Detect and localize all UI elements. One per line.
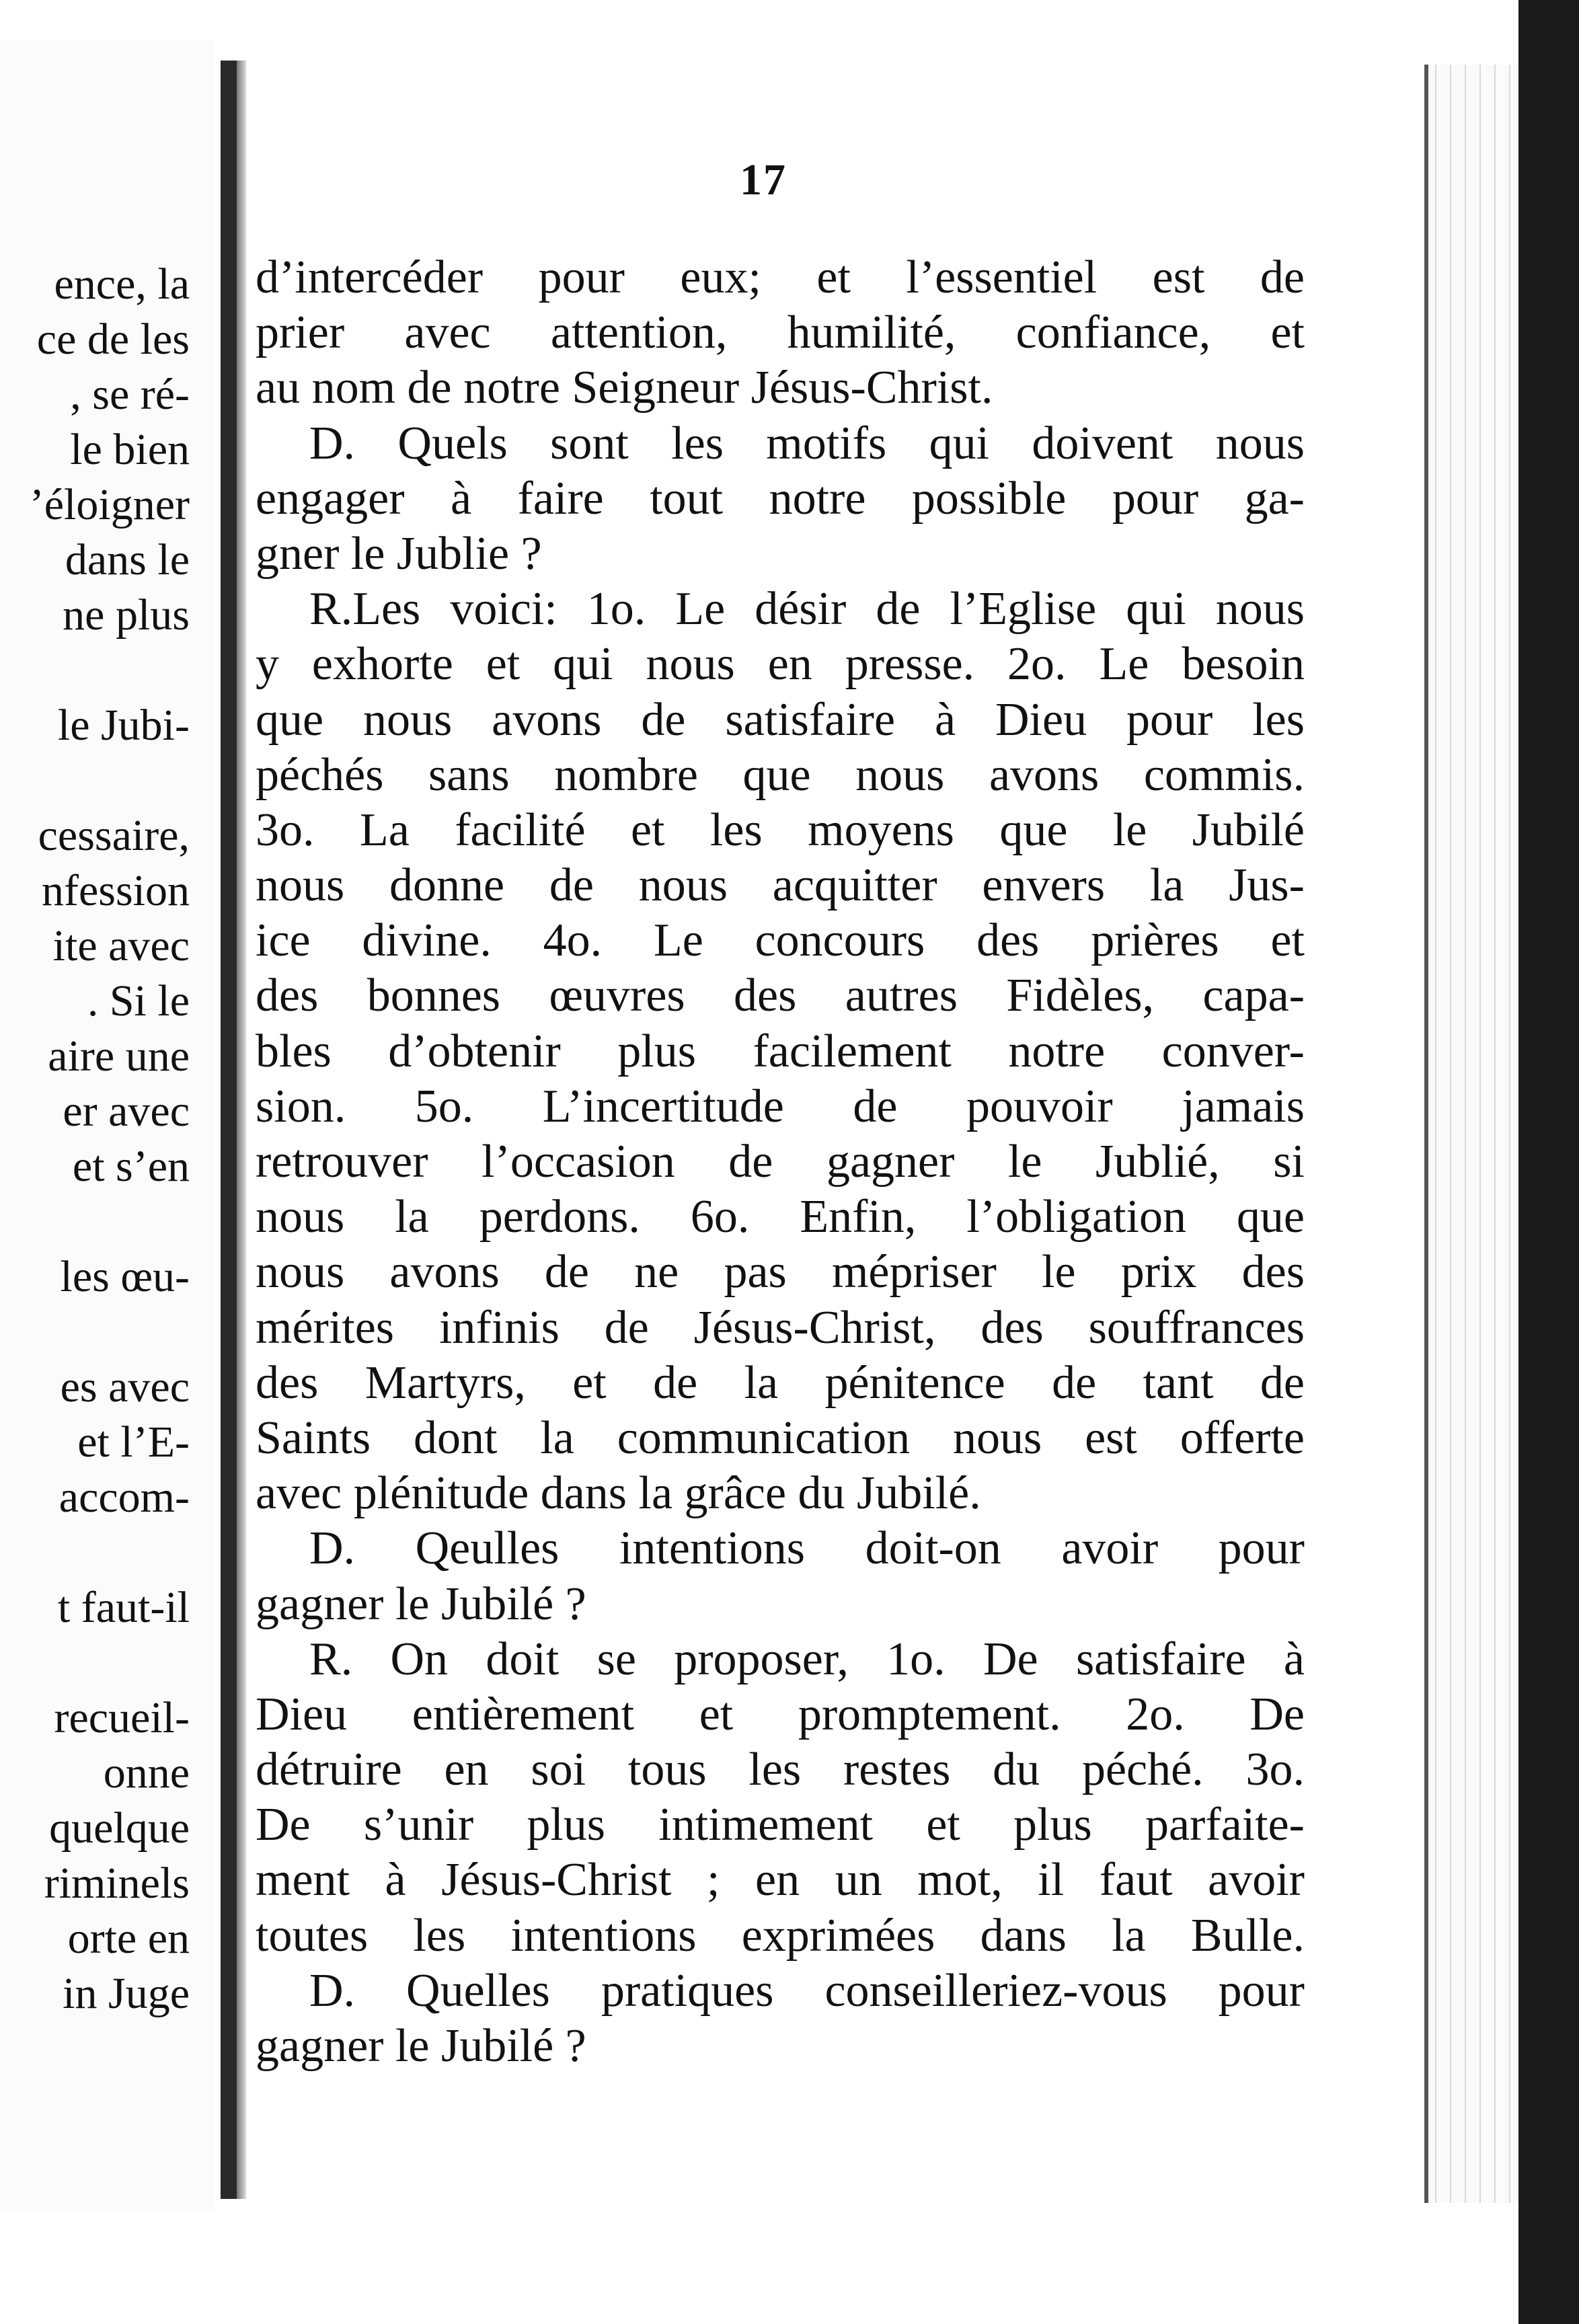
left-fragment: le bien: [70, 425, 190, 474]
text-line: gagner le Jubilé ?: [256, 2020, 586, 2072]
left-fragment: ce de les: [36, 315, 190, 364]
left-fragment: cessaire,: [38, 811, 190, 860]
left-fragment: , se ré-: [70, 370, 190, 419]
answer-line: R.Les voici: 1o. Le désir de l’Eglise qui nous: [309, 583, 1305, 635]
left-fragment: et s’en: [72, 1142, 190, 1191]
gutter-shadow: [237, 61, 246, 2199]
left-fragment: quelque: [49, 1804, 190, 1853]
left-fragment: . Si le: [87, 976, 190, 1025]
text-line: sion. 5o. L’incertitude de pouvoir jamais: [256, 1080, 1305, 1132]
text-line: prier avec attention, humilité, confiance, et: [256, 307, 1305, 359]
left-fragment: accom-: [59, 1473, 190, 1522]
question-line: D. Quels sont les motifs qui doivent nous: [309, 417, 1305, 469]
text-line: 3o. La facilité et les moyens que le Jubilé: [256, 804, 1305, 856]
left-fragment: recueil-: [54, 1693, 190, 1742]
left-fragment: ite avec: [52, 921, 190, 970]
text-line: De s’unir plus intimement et plus parfaite-: [256, 1799, 1305, 1851]
left-fragment: ’éloigner: [29, 480, 190, 529]
left-fragment: le Jubi-: [57, 701, 190, 750]
question-line: D. Quelles pratiques conseilleriez-vous pour: [309, 1964, 1305, 2017]
text-line: d’intercéder pour eux; et l’essentiel est de: [256, 251, 1305, 303]
text-line: au nom de notre Seigneur Jésus-Christ.: [256, 362, 993, 414]
text-line: des Martyrs, et de la pénitence de tant de: [256, 1356, 1305, 1409]
left-fragment: et l’E-: [77, 1418, 190, 1467]
text-line: retrouver l’occasion de gagner le Jublié, si: [256, 1136, 1305, 1188]
text-line: gner le Jublie ?: [256, 527, 542, 580]
text-line: des bonnes œuvres des autres Fidèles, capa-: [256, 970, 1305, 1022]
page-number: 17: [740, 155, 787, 204]
left-fragment: er avec: [63, 1087, 190, 1136]
text-line: péchés sans nombre que nous avons commis.: [256, 748, 1305, 801]
text-line: engager à faire tout notre possible pour ga-: [256, 472, 1305, 525]
text-line: ment à Jésus-Christ ; en un mot, il faut avoir: [256, 1854, 1305, 1906]
left-fragment: aire une: [48, 1032, 190, 1081]
left-fragment: in Juge: [63, 1969, 190, 2018]
left-fragment: ence, la: [54, 260, 190, 309]
question-line: D. Qeulles intentions doit-on avoir pour: [309, 1522, 1305, 1575]
text-line: nous donne de nous acquitter envers la Jus-: [256, 859, 1305, 912]
text-line: nous la perdons. 6o. Enfin, l’obligation que: [256, 1191, 1305, 1243]
text-line: détruire en soi tous les restes du péché. 3o.: [256, 1744, 1305, 1796]
left-fragment: t faut-il: [57, 1583, 190, 1632]
text-line: y exhorte et qui nous en presse. 2o. Le besoin: [256, 638, 1305, 691]
text-line: gagner le Jubilé ?: [256, 1578, 586, 1630]
page-edges: [1424, 65, 1523, 2203]
text-line: nous avons de ne pas mépriser le prix des: [256, 1246, 1305, 1299]
text-line: Saints dont la communication nous est offerte: [256, 1411, 1305, 1464]
text-line: que nous avons de satisfaire à Dieu pour les: [256, 693, 1305, 746]
left-fragment: dans le: [65, 535, 190, 584]
left-fragment: riminels: [44, 1859, 190, 1908]
top-margin: [0, 0, 1579, 27]
text-line: toutes les intentions exprimées dans la Bulle.: [256, 1909, 1305, 1962]
left-fragment: es avec: [60, 1362, 190, 1411]
answer-line: R. On doit se proposer, 1o. De satisfaire à: [309, 1633, 1305, 1685]
text-line: ice divine. 4o. Le concours des prières et: [256, 915, 1305, 967]
left-fragment: orte en: [67, 1914, 190, 1963]
text-line: mérites infinis de Jésus-Christ, des souffrances: [256, 1301, 1305, 1354]
body-text: [256, 250, 1305, 2074]
left-fragment: les œu-: [60, 1252, 190, 1301]
scan-background-edge: [1518, 0, 1579, 2324]
left-page: [0, 40, 214, 2212]
text-line: bles d’obtenir plus facilement notre conver-: [256, 1025, 1305, 1077]
text-line: Dieu entièrement et promptement. 2o. De: [256, 1688, 1305, 1740]
left-fragment: onne: [103, 1748, 190, 1797]
book-gutter: [221, 61, 237, 2199]
left-fragment: nfession: [42, 866, 190, 915]
left-fragment: ne plus: [63, 590, 190, 640]
text-line: avec plénitude dans la grâce du Jubilé.: [256, 1467, 981, 1520]
